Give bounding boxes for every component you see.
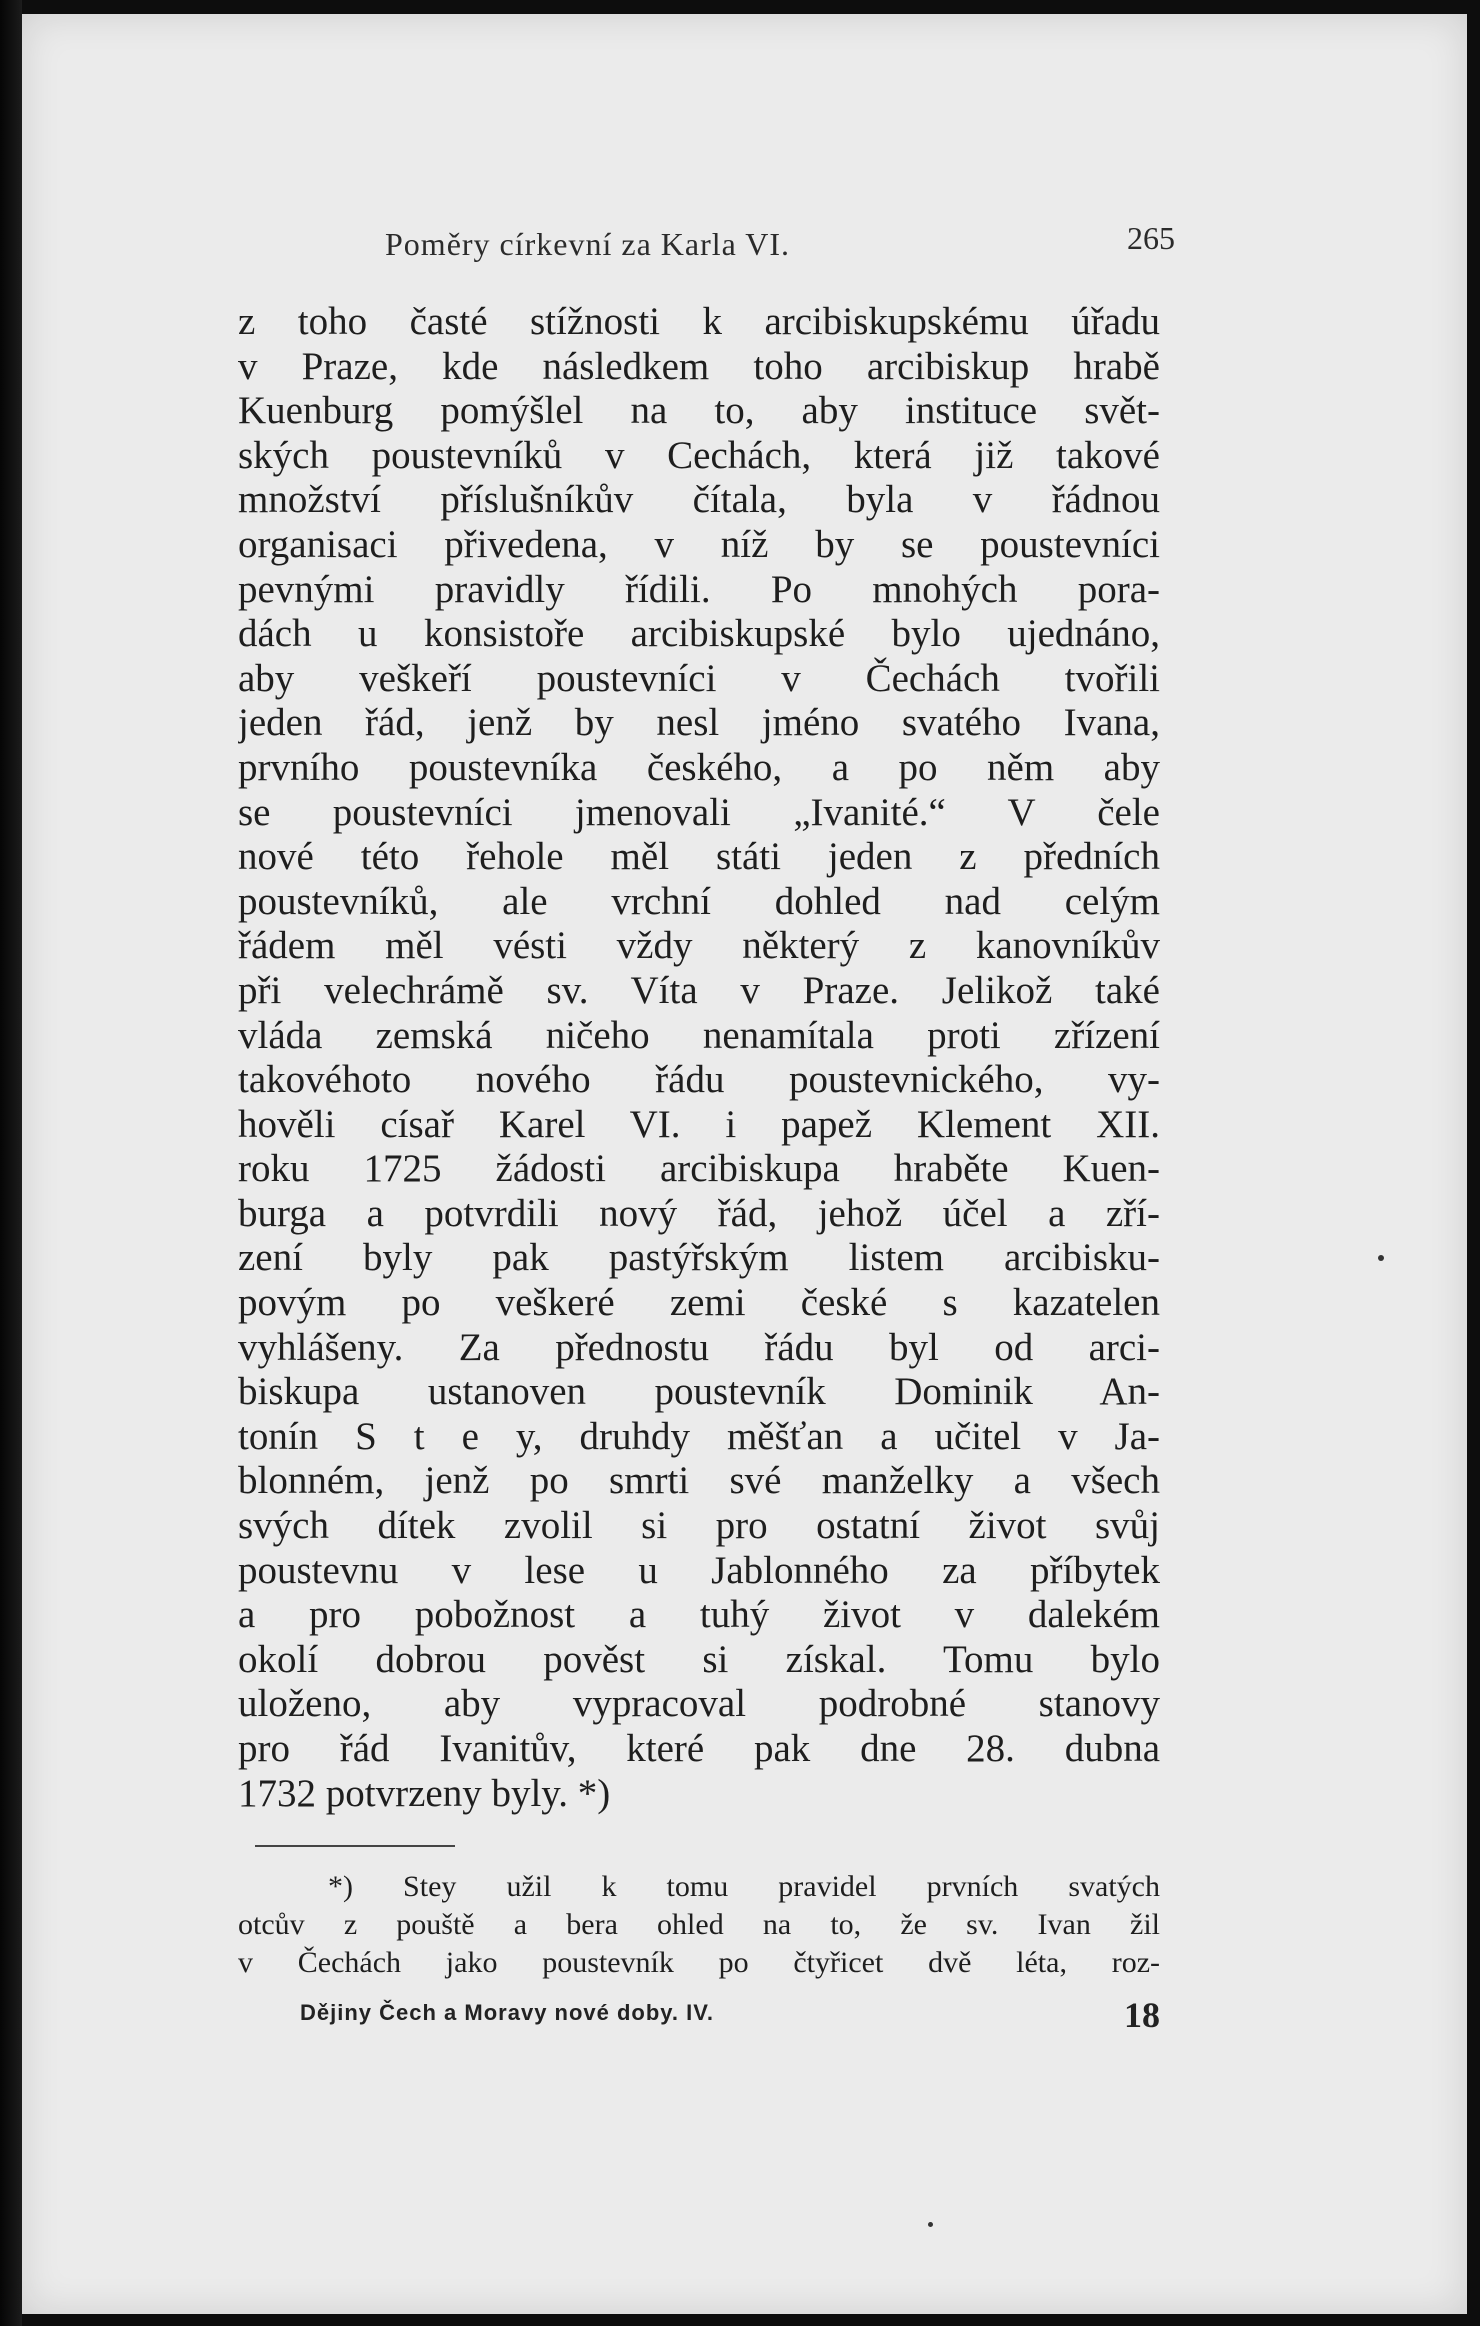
text-line: roku 1725 žádosti arcibiskupa hraběte Kuen-	[238, 1147, 1160, 1191]
text-line: ských poustevníků v Cechách, která již takové	[238, 433, 1160, 477]
text-line: pro řád Ivanitův, které pak dne 28. dubna	[238, 1727, 1160, 1770]
page-number: 265	[1127, 220, 1175, 256]
footnote-line: v Čechách jako poustevník po čtyřicet dvě léta, roz-	[238, 1946, 1160, 1979]
text-line: blonném, jenž po smrti své manželky a všech	[238, 1459, 1160, 1503]
text-line: nové této řehole měl státi jeden z předních	[238, 835, 1160, 879]
text-line: tonín S t e y, druhdy měšťan a učitel v Ja-	[238, 1414, 1160, 1458]
text-line: vyhlášeny. Za přednostu řádu byl od arci-	[238, 1325, 1160, 1369]
footnote-line: otcův z pouště a bera ohled na to, že sv. Ivan žil	[238, 1908, 1160, 1941]
text-line: aby veškeří poustevníci v Čechách tvořili	[238, 656, 1160, 700]
text-line: hověli císař Karel VI. i papež Klement XII.	[238, 1102, 1160, 1146]
footnote-rule	[255, 1845, 455, 1847]
text-line: v Praze, kde následkem toho arcibiskup hrabě	[238, 344, 1160, 388]
text-line: Kuenburg pomýšlel na to, aby instituce svět-	[238, 389, 1160, 433]
text-line: takovéhoto nového řádu poustevnického, vy-	[238, 1058, 1160, 1102]
text-line: pevnými pravidly řídili. Po mnohých pora-	[238, 567, 1160, 611]
text-line: burga a potvrdili nový řád, jehož účel a zří-	[238, 1191, 1160, 1235]
text-line: poustevníků, ale vrchní dohled nad celým	[238, 879, 1160, 923]
footnote-line: *) Stey užil k tomu pravidel prvních svatých	[328, 1870, 1160, 1903]
text-line: povým po veškeré zemi české s kazatelen	[238, 1281, 1160, 1325]
page-header	[385, 220, 1175, 266]
text-line: biskupa ustanoven poustevník Dominik An-	[238, 1370, 1160, 1414]
text-line: zení byly pak pastýřským listem arcibisku-	[238, 1236, 1160, 1280]
running-title: Poměry církevní za Karla VI.	[385, 226, 791, 262]
main-text	[238, 300, 1160, 1816]
text-line: organisaci přivedena, v níž by se poustevníci	[238, 522, 1160, 566]
scan-speck	[1378, 1255, 1384, 1261]
text-line: vláda zemská ničeho nenamítala proti zřízení	[238, 1013, 1160, 1057]
text-line: poustevnu v lese u Jablonného za příbytek	[238, 1548, 1160, 1592]
text-line: řádem měl vésti vždy některý z kanovníkův	[238, 924, 1160, 968]
scan-left-edge	[0, 0, 22, 2326]
text-line: množství příslušníkův čítala, byla v řádnou	[238, 478, 1160, 522]
sheet-number: 18	[1124, 1995, 1160, 2035]
text-line: a pro pobožnost a tuhý život v dalekém	[238, 1593, 1160, 1637]
text-line: dách u konsistoře arcibiskupské bylo ujednáno,	[238, 612, 1160, 656]
text-line: uloženo, aby vypracoval podrobné stanovy	[238, 1682, 1160, 1726]
text-line: prvního poustevníka českého, a po něm aby	[238, 745, 1160, 789]
footnote	[238, 1868, 1160, 1982]
text-line: jeden řád, jenž by nesl jméno svatého Ivana,	[238, 701, 1160, 745]
signature-line	[300, 1995, 1160, 2040]
scan-speck	[928, 2222, 933, 2227]
signature-text: Dějiny Čech a Moravy nové doby. IV.	[300, 2000, 715, 2025]
text-line: z toho časté stížnosti k arcibiskupskému úřadu	[238, 300, 1160, 343]
text-line: se poustevníci jmenovali „Ivanité.“ V čele	[238, 790, 1160, 834]
text-line: svých dítek zvolil si pro ostatní život svůj	[238, 1504, 1160, 1548]
text-line: při velechrámě sv. Víta v Praze. Jelikož také	[238, 968, 1160, 1012]
text-line: okolí dobrou pověst si získal. Tomu bylo	[238, 1637, 1160, 1681]
text-line: 1732 potvrzeny byly. *)	[238, 1771, 611, 1815]
